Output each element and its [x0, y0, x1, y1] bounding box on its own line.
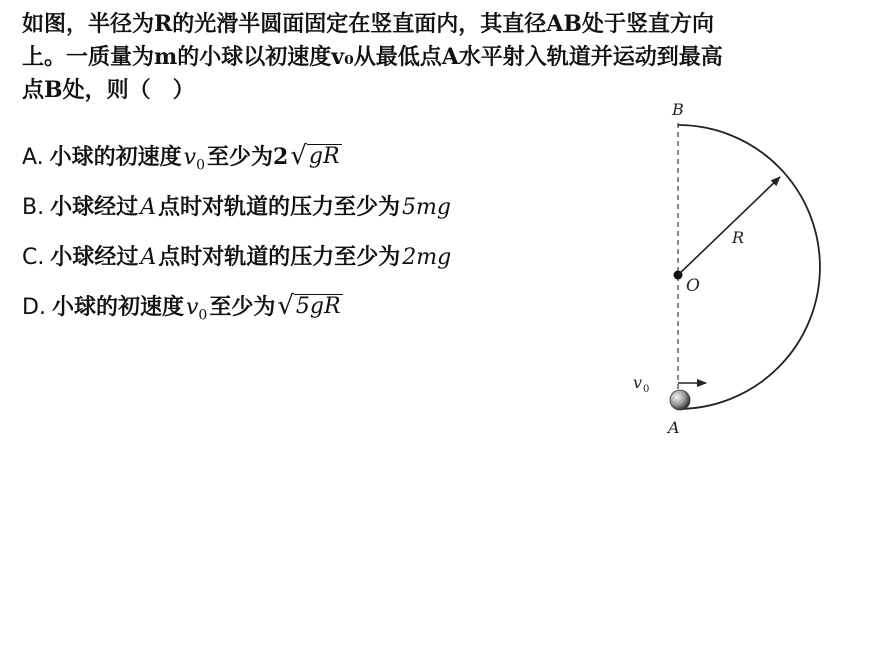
option-b-point: A: [140, 195, 156, 220]
option-d-sqrt: √ 5gR: [277, 291, 341, 321]
option-b-mid: 点时对轨道的压力至少为: [158, 194, 401, 220]
option-a-text: 小球的初速度: [49, 144, 182, 170]
label-r: R: [732, 228, 745, 247]
options-list: [22, 140, 453, 340]
option-d-radicand: 5gR: [295, 293, 341, 319]
label-v: v: [633, 373, 643, 392]
question-line-2: 上。一质量为m的小球以初速度v₀从最低点A水平射入轨道并运动到最高: [22, 44, 723, 70]
option-a-suffix: 至少为2: [207, 144, 289, 170]
option-a-sqrt: √ gR: [290, 141, 340, 171]
option-d-var: $v_0$: [185, 295, 208, 324]
label-a: A: [668, 418, 680, 437]
radius-arrow: [678, 177, 780, 275]
question-line-1: 如图，半径为R的光滑半圆面固定在竖直面内，其直径AB处于竖直方向: [22, 11, 714, 37]
option-b-value: 5mg: [402, 195, 451, 220]
ball: [670, 390, 690, 410]
option-c-value: 2mg: [402, 245, 452, 270]
option-b-letter: B.: [22, 195, 45, 220]
option-d[interactable]: [22, 290, 453, 340]
option-b[interactable]: [22, 190, 453, 240]
option-c-mid: 点时对轨道的压力至少为: [158, 244, 401, 270]
option-c-letter: C.: [22, 245, 45, 270]
option-c-point: A: [140, 245, 157, 270]
option-c[interactable]: [22, 240, 453, 290]
option-d-letter: D.: [22, 295, 46, 320]
question-stem: [22, 8, 882, 107]
option-b-text: 小球经过: [50, 194, 139, 220]
semicircle-track: [678, 125, 820, 409]
question-line-3: 点B处，则（ ）: [22, 77, 195, 103]
option-d-text: 小球的初速度: [51, 294, 184, 320]
option-c-text: 小球经过: [50, 244, 139, 270]
label-b: B: [672, 100, 684, 119]
semicircle-diagram: [600, 95, 840, 445]
label-v-sub: 0: [643, 384, 650, 395]
option-a-letter: A.: [22, 145, 44, 170]
option-a-radicand: gR: [308, 143, 340, 169]
label-o: O: [686, 276, 700, 296]
option-d-suffix: 至少为: [209, 294, 276, 320]
option-a[interactable]: [22, 140, 453, 190]
option-a-var: $v_0$: [183, 145, 206, 174]
